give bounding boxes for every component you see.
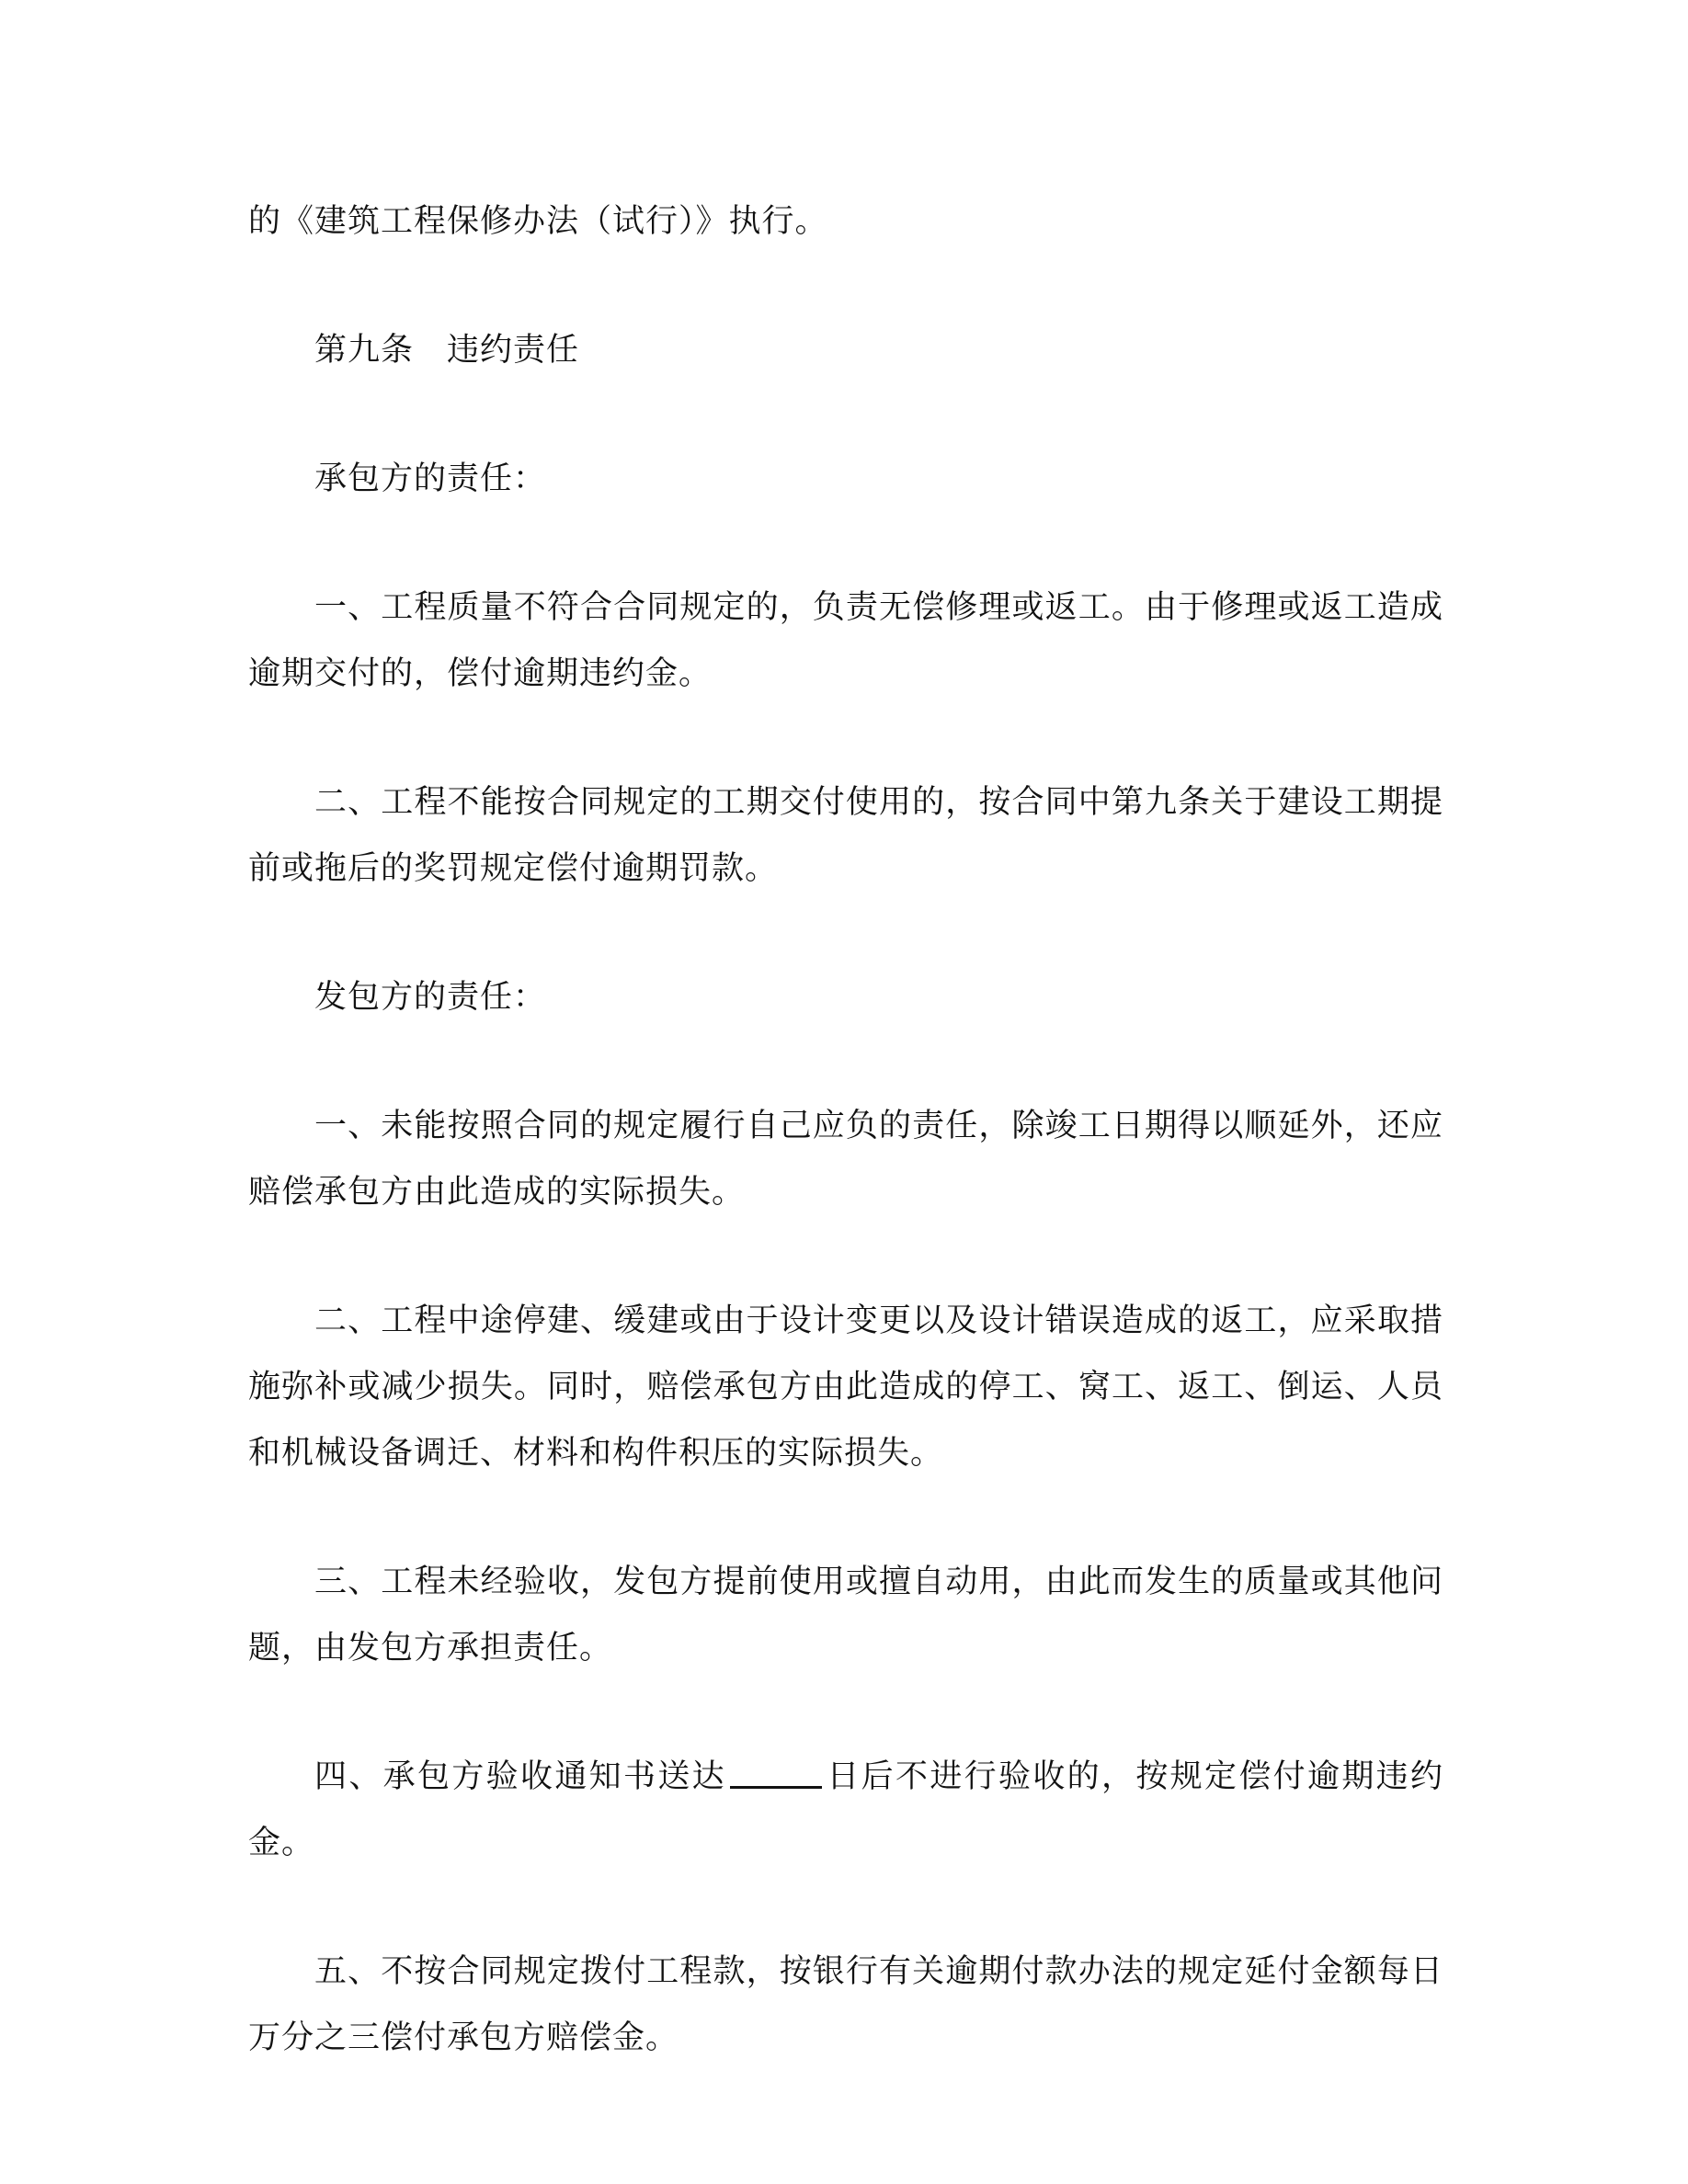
clause-4-after-blank: 日后不进行验收的，按规定偿付逾期违约金。: [248, 1758, 1443, 1861]
employer-clause-5: 五、不按合同规定拨付工程款，按银行有关逾期付款办法的规定延付金额每日万分之三偿付承包方赔偿金。: [248, 1953, 1443, 2056]
fill-in-blank-days: [730, 1758, 822, 1789]
employer-responsibility-heading: 发包方的责任：: [314, 979, 547, 1016]
contractor-clause-1: 一、工程质量不符合合同规定的，负责无偿修理或返工。由于修理或返工造成逾期交付的，偿付逾期违约金。: [248, 589, 1443, 692]
employer-clause-4: [248, 1744, 1443, 1876]
employer-clause-1: 一、未能按照合同的规定履行自己应负的责任，除竣工日期得以顺延外，还应赔偿承包方由此造成的实际损失。: [248, 1108, 1443, 1211]
article-heading: 第九条 违约责任: [314, 332, 580, 369]
document-body: [248, 188, 1443, 2133]
contractor-responsibility-heading: 承包方的责任：: [314, 461, 547, 497]
clause-4-before-blank: 四、承包方验收通知书送达: [314, 1758, 726, 1795]
employer-clause-3: 三、工程未经验收，发包方提前使用或擅自动用，由此而发生的质量或其他问题，由发包方承担责任。: [248, 1564, 1443, 1666]
contractor-clause-2: 二、工程不能按合同规定的工期交付使用的，按合同中第九条关于建设工期提前或拖后的奖罚规定偿付逾期罚款。: [248, 784, 1443, 887]
paragraph-continuation: 的《建筑工程保修办法（试行）》执行。: [248, 203, 828, 240]
employer-clause-2: 二、工程中途停建、缓建或由于设计变更以及设计错误造成的返工，应采取措施弥补或减少损失。同时，赔偿承包方由此造成的停工、窝工、返工、倒运、人员和机械设备调迁、材料和构件积压的实际损失。: [248, 1302, 1443, 1472]
